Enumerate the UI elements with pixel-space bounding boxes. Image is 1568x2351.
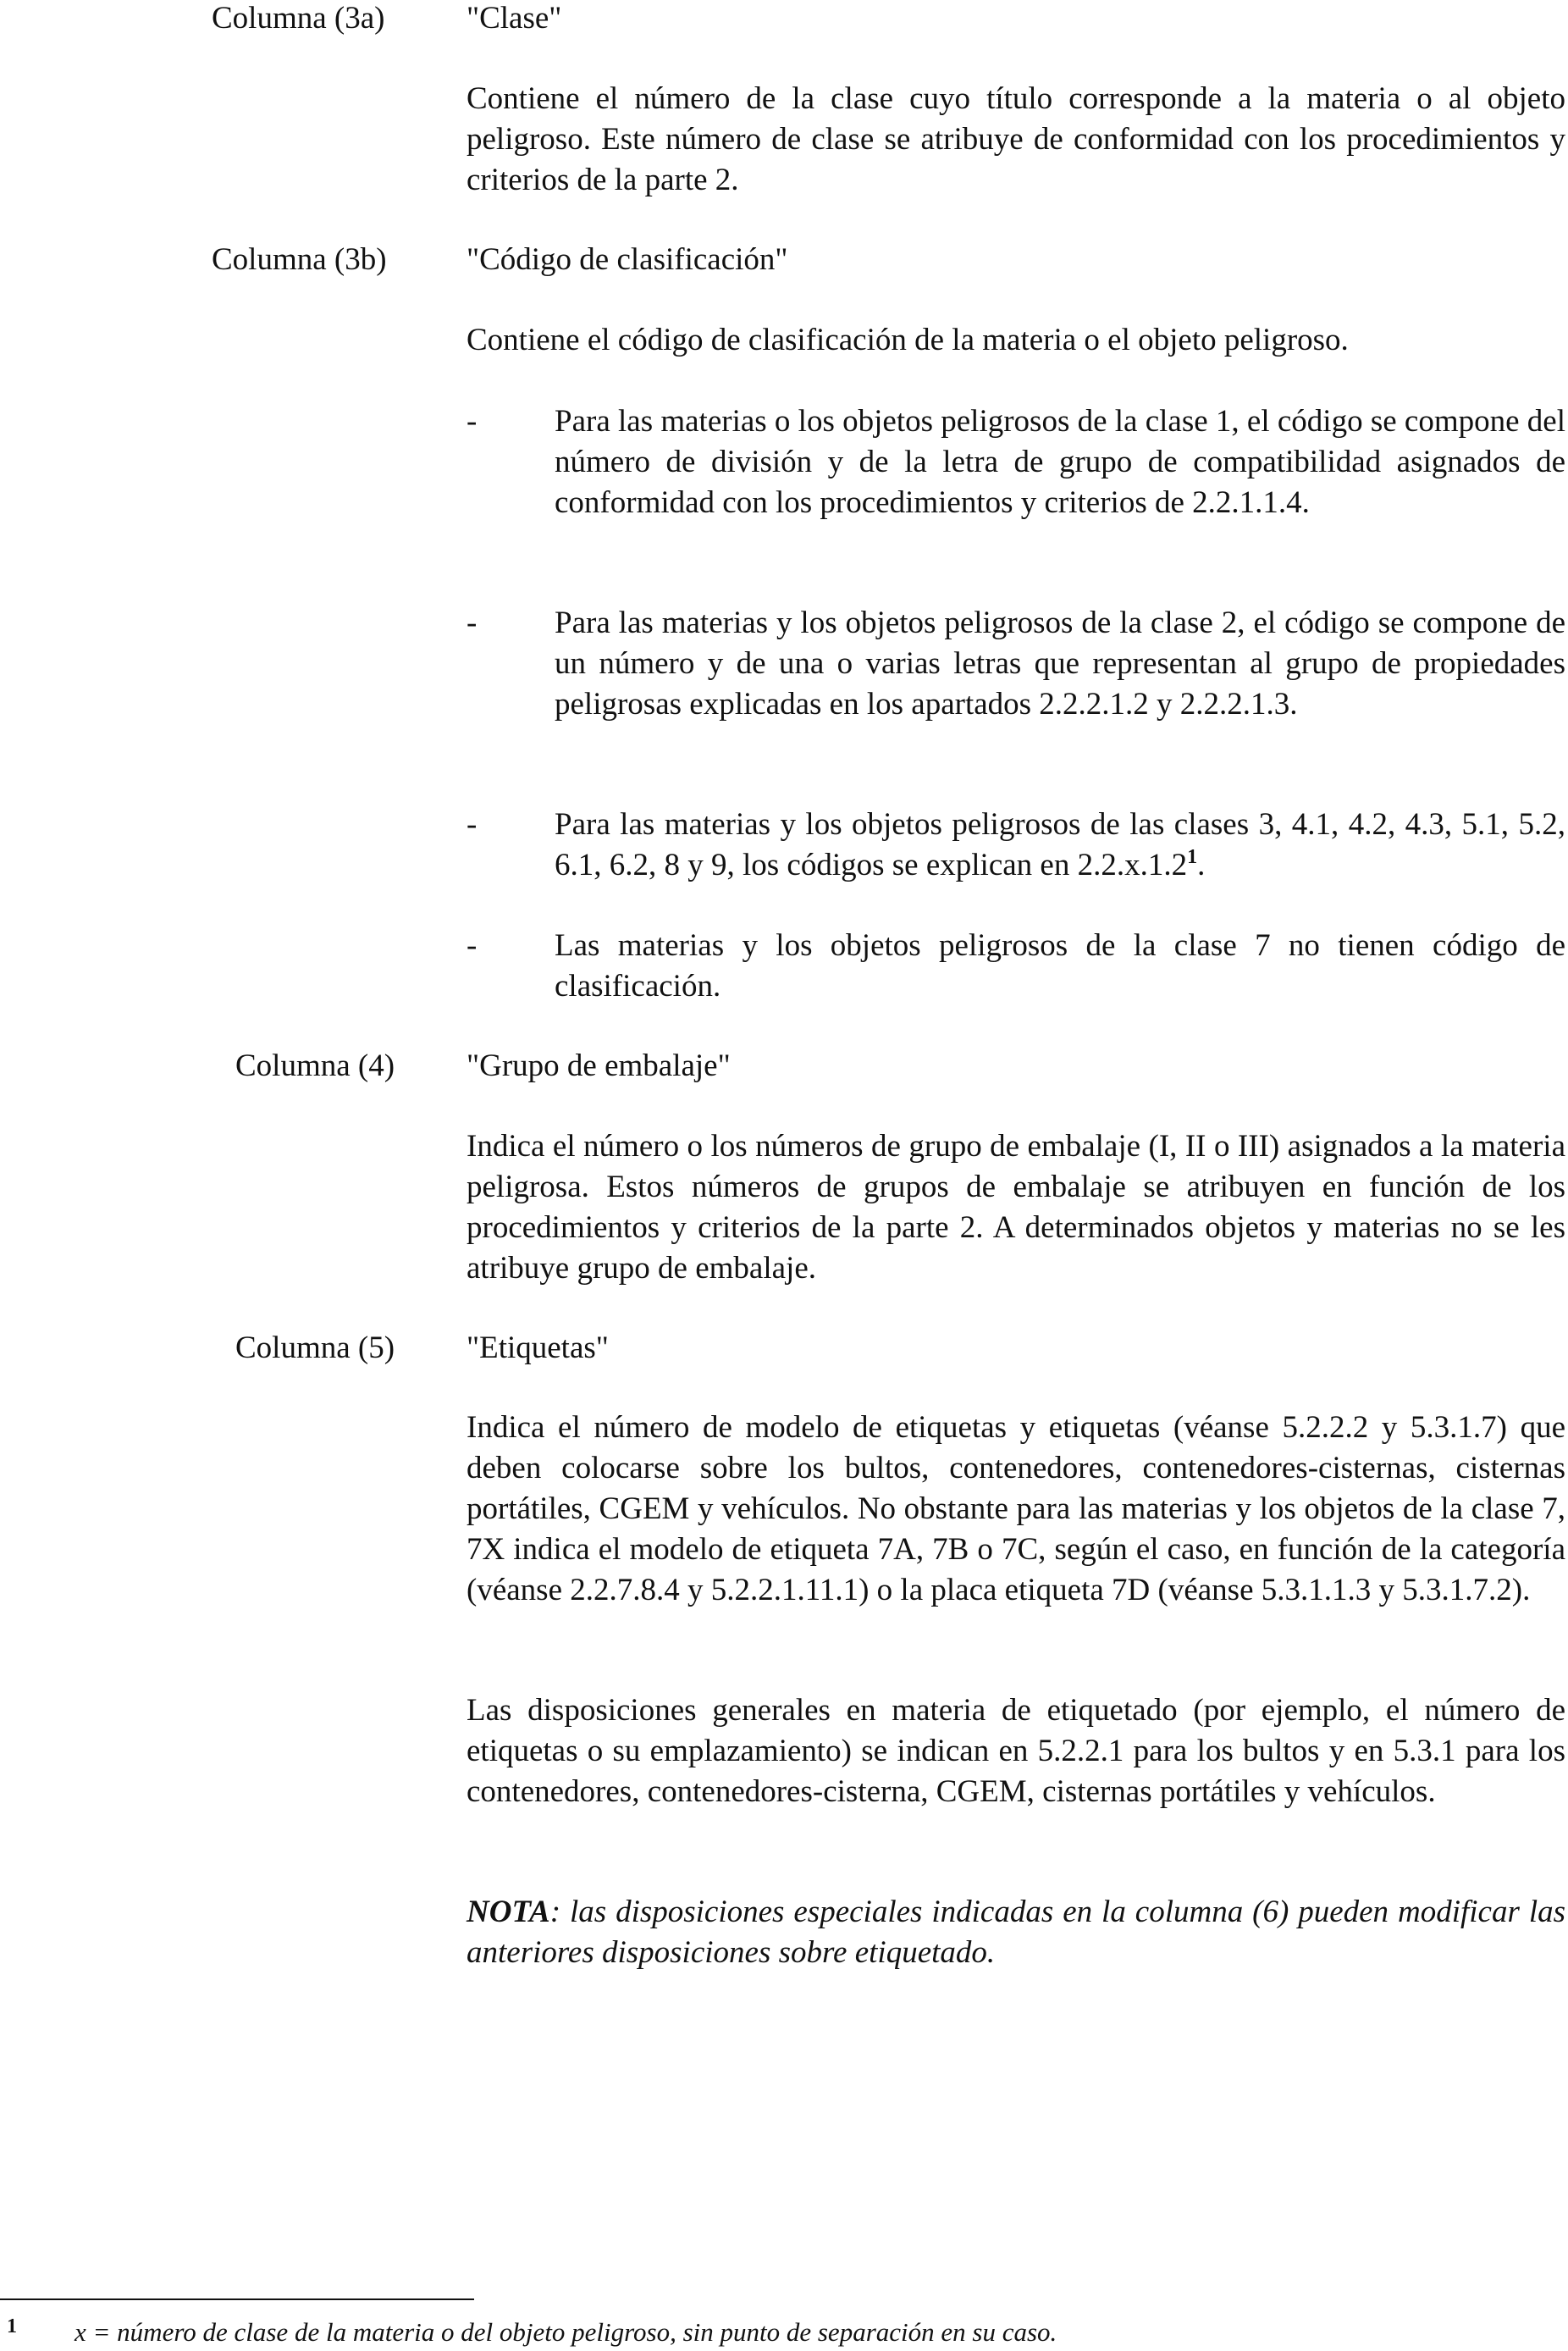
footnote-divider	[0, 2298, 474, 2300]
footnote-mark: 1	[7, 2315, 17, 2337]
etiquetas-description: Indica el número de modelo de etiquetas y etiquetas (véanse 5.2.2.2 y 5.3.1.7) que deben colocarse sobre los bultos, contenedores, contenedores-cisternas, cisternas portátiles, CGEM y vehículos. No obstante para las materias y los objetos de la clase 7, 7X indica el modelo de etiqueta 7A, 7B o 7C, según el caso, en función de la categoría (véanse 2.2.7.8.4 y 5.2.2.1.11.1) o la placa etiqueta 7D (véanse 5.3.1.1.3 y 5.3.1.7.2).	[467, 1410, 1565, 1607]
list-dash: -	[467, 606, 478, 640]
list-item-text: Las materias y los objetos peligrosos de la clase 7 no tienen código de clasificación.	[555, 928, 1565, 1004]
column-title-etiquetas: "Etiquetas"	[467, 1330, 609, 1365]
list-dash: -	[467, 807, 478, 842]
list-item-text: Para las materias y los objetos peligrosos de la clase 2, el código se compone de un número y de una o varias letras que representan al grupo de propiedades peligrosas explicadas en los apartados 2.2.2.1.2 y 2.2.2.1.3.	[555, 606, 1565, 722]
column-title-codigo: "Código de clasificación"	[467, 242, 788, 277]
clase-description: Contiene el número de la clase cuyo título corresponde a la materia o al objeto peligroso. Este número de clase se atribuye de conformidad con los procedimientos y criterios de la parte 2.	[467, 81, 1565, 197]
column-label-3a: Columna (3a)	[212, 1, 385, 36]
list-item-text	[555, 805, 1565, 886]
column-label-4: Columna (4)	[235, 1048, 395, 1083]
note-label: NOTA	[467, 1895, 550, 1929]
note-text: : las disposiciones especiales indicadas en la columna (6) pueden modificar las anteriores disposiciones sobre etiquetado.	[467, 1895, 1565, 1970]
etiquetas-general-provisions: Las disposiciones generales en materia de etiquetado (por ejemplo, el número de etiquetas o su emplazamiento) se indican en 5.2.2.1 para los bultos y en 5.3.1 para los contenedores, contenedores-cisterna, CGEM, cisternas portátiles y vehículos.	[467, 1693, 1565, 1809]
etiquetas-note	[467, 1892, 1565, 1973]
list-item-text-end: .	[1197, 848, 1206, 882]
list-dash: -	[467, 404, 478, 439]
column-title-clase: "Clase"	[467, 1, 562, 36]
column-label-5: Columna (5)	[235, 1330, 395, 1365]
column-title-grupo: "Grupo de embalaje"	[467, 1048, 731, 1083]
list-item-text-body: Para las materias y los objetos peligrosos de las clases 3, 4.1, 4.2, 4.3, 5.1, 5.2, 6.1, 6.2, 8 y 9, los códigos se explican en 2.2.x.1.2	[555, 807, 1565, 882]
footnote-ref: 1	[1187, 846, 1198, 868]
codigo-description: Contiene el código de clasificación de la materia o el objeto peligroso.	[467, 323, 1349, 357]
column-label-3b: Columna (3b)	[212, 242, 387, 277]
list-dash: -	[467, 928, 478, 963]
footnote-text: x = número de clase de la materia o del objeto peligroso, sin punto de separación en su caso.	[75, 2317, 1057, 2347]
list-item-text: Para las materias o los objetos peligrosos de la clase 1, el código se compone del número de división y de la letra de grupo de compatibilidad asignados de conformidad con los procedimientos y criterios de 2.2.1.1.4.	[555, 404, 1565, 520]
grupo-description: Indica el número o los números de grupo de embalaje (I, II o III) asignados a la materia peligrosa. Estos números de grupos de embalaje se atribuyen en función de los procedimientos y criterios de la parte 2. A determinados objetos y materias no se les atribuye grupo de embalaje.	[467, 1129, 1565, 1286]
